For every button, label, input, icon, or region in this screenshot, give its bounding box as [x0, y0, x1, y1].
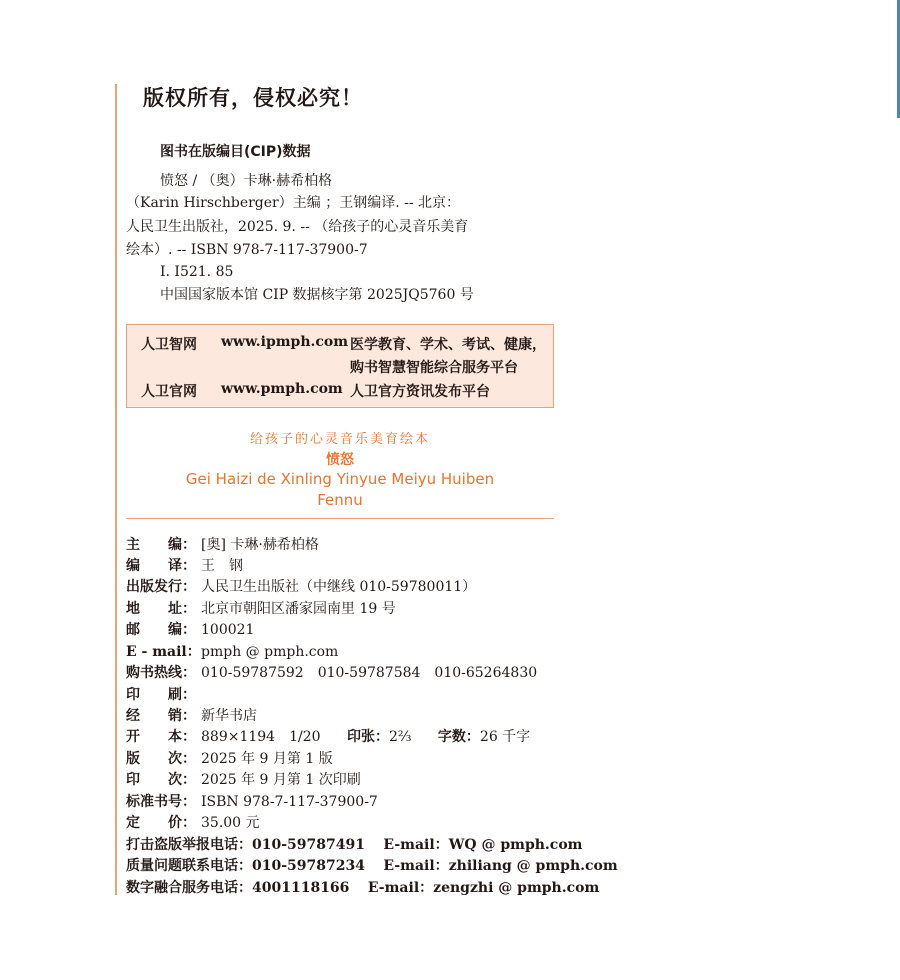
- printing-row: 印 次： 2025 年 9 月第 1 次印刷: [126, 772, 361, 788]
- website-box: [126, 324, 554, 408]
- website-desc: 人卫官方资讯发布平台: [350, 384, 490, 400]
- website-name: 人卫官网: [141, 384, 197, 400]
- series-name-pinyin: Gei Haizi de Xinling Yinyue Meiyu Huiben: [185, 470, 495, 488]
- website-url[interactable]: www.pmph.com: [221, 381, 343, 397]
- email-row: E - mail：pmph @ pmph.com: [126, 644, 339, 660]
- cip-line: 绘本）. -- ISBN 978-7-117-37900-7: [126, 242, 368, 258]
- translator-row: 编 译： 王 钢: [126, 558, 243, 574]
- postcode-row: 邮 编： 100021: [126, 622, 255, 638]
- cip-line: 中国国家版本馆 CIP 数据核字第 2025JQ5760 号: [160, 287, 474, 303]
- price-row: 定 价： 35.00 元: [126, 815, 260, 831]
- cip-line: 愤怒 / （奥）卡琳·赫希柏格: [160, 173, 333, 189]
- hotline-row: 购书热线： 010-59787592 010-59787584 010-65264830: [126, 665, 538, 681]
- contact-row: 质量问题联系电话：010-59787234 E-mail：zhiliang @ pmph.com: [126, 858, 618, 874]
- website-url[interactable]: www.ipmph.com: [221, 334, 349, 350]
- address-row: 地 址： 北京市朝阳区潘家园南里 19 号: [126, 601, 396, 617]
- cip-line: Ⅰ. I521. 85: [160, 264, 234, 280]
- left-margin-rule: [115, 84, 117, 895]
- printer-row: 印 刷：: [126, 687, 196, 703]
- isbn-row: 标准书号： ISBN 978-7-117-37900-7: [126, 794, 378, 810]
- contact-row: 打击盗版举报电话：010-59787491 E-mail：WQ @ pmph.com: [126, 837, 583, 853]
- cip-line: 人民卫生出版社，2025. 9. -- （给孩子的心灵音乐美育: [126, 219, 469, 235]
- page-title: 版权所有，侵权必究！: [143, 85, 363, 110]
- editor-row: 主 编： [奥] 卡琳·赫希柏格: [126, 537, 319, 553]
- website-name: 人卫智网: [141, 337, 197, 353]
- publisher-row: 出版发行： 人民卫生出版社（中继线 010-59780011）: [126, 579, 477, 595]
- edition-row: 版 次： 2025 年 9 月第 1 版: [126, 751, 333, 767]
- website-desc: 医学教育、学术、考试、健康，: [350, 337, 546, 353]
- contact-row: 数字融合服务电话：4001118166 E-mail：zengzhi @ pmph.com: [126, 880, 600, 896]
- book-title-pinyin: Fennu: [317, 491, 363, 509]
- format-row: 开 本： 889×1194 1/20 印张：2⅔ 字数：26 千字: [126, 729, 531, 745]
- cip-heading: 图书在版编目(CIP)数据: [160, 144, 311, 160]
- website-desc: 购书智慧智能综合服务平台: [350, 360, 518, 376]
- book-title: 愤怒: [326, 452, 354, 468]
- divider: [126, 518, 554, 519]
- cip-line: （Karin Hirschberger）主编 ；王钢编译. -- 北京：: [126, 195, 461, 211]
- series-name: 给孩子的心灵音乐美育绘本: [249, 432, 430, 447]
- distributor-row: 经 销： 新华书店: [126, 708, 257, 724]
